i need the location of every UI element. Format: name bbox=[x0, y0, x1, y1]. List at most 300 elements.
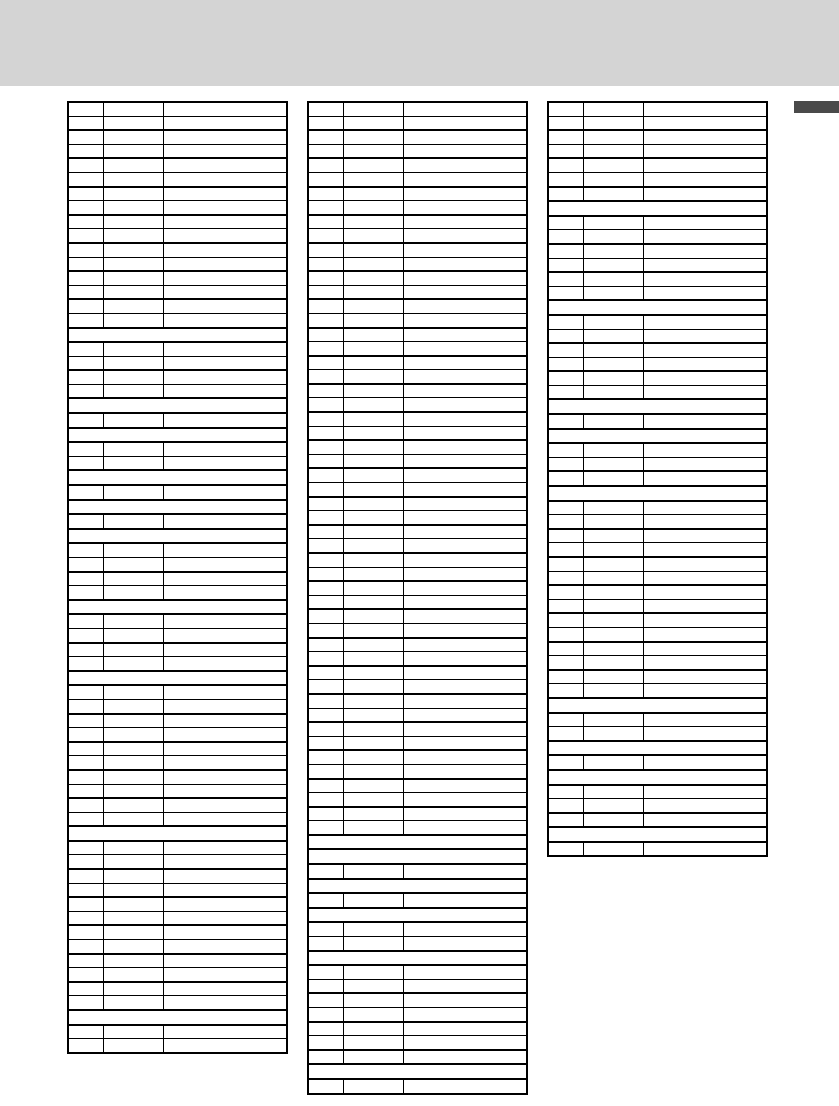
table-row bbox=[548, 329, 767, 343]
value-cell bbox=[583, 813, 643, 828]
code-cell bbox=[308, 539, 343, 553]
code-cell bbox=[548, 329, 583, 343]
table-row bbox=[548, 543, 767, 557]
code-cell bbox=[548, 571, 583, 585]
section-heading-row bbox=[548, 429, 767, 444]
value-cell bbox=[343, 328, 403, 342]
description-cell bbox=[163, 1039, 287, 1053]
table-row bbox=[68, 215, 287, 229]
table-row bbox=[548, 230, 767, 244]
table-row bbox=[308, 102, 527, 116]
section-heading-row bbox=[548, 770, 767, 785]
code-cell bbox=[308, 553, 343, 567]
description-cell bbox=[643, 116, 767, 130]
value-cell bbox=[343, 271, 403, 285]
description-cell bbox=[643, 613, 767, 627]
value-cell bbox=[103, 485, 163, 500]
code-cell bbox=[548, 670, 583, 684]
description-cell bbox=[403, 979, 527, 993]
description-cell bbox=[403, 328, 527, 342]
value-cell bbox=[103, 130, 163, 144]
table-row bbox=[548, 286, 767, 300]
description-cell bbox=[643, 842, 767, 857]
value-cell bbox=[583, 457, 643, 471]
code-cell bbox=[68, 897, 103, 911]
value-cell bbox=[343, 1022, 403, 1036]
code-cell bbox=[308, 680, 343, 694]
description-cell bbox=[163, 215, 287, 229]
description-cell bbox=[403, 965, 527, 979]
code-cell bbox=[68, 299, 103, 313]
description-cell bbox=[403, 257, 527, 271]
description-cell bbox=[403, 793, 527, 807]
table-row bbox=[68, 742, 287, 756]
description-cell bbox=[403, 764, 527, 778]
code-cell bbox=[308, 1036, 343, 1050]
description-cell bbox=[643, 515, 767, 529]
code-cell bbox=[68, 116, 103, 130]
section-heading-row bbox=[68, 328, 287, 343]
description-cell bbox=[643, 258, 767, 272]
value-cell bbox=[343, 483, 403, 497]
value-cell bbox=[583, 329, 643, 343]
value-cell bbox=[583, 371, 643, 385]
value-cell bbox=[583, 727, 643, 741]
value-cell bbox=[343, 144, 403, 158]
code-cell bbox=[308, 821, 343, 835]
description-cell bbox=[643, 286, 767, 300]
code-cell bbox=[308, 750, 343, 764]
code-cell bbox=[68, 413, 103, 428]
code-cell bbox=[68, 102, 103, 116]
value-cell bbox=[103, 1039, 163, 1053]
code-cell bbox=[68, 855, 103, 869]
table-row bbox=[308, 454, 527, 468]
value-cell bbox=[343, 229, 403, 243]
section-heading-cell bbox=[68, 529, 287, 544]
value-cell bbox=[103, 982, 163, 996]
table-row bbox=[308, 468, 527, 482]
code-cell bbox=[308, 187, 343, 201]
code-cell bbox=[308, 595, 343, 609]
description-cell bbox=[163, 883, 287, 897]
code-cell bbox=[308, 965, 343, 979]
table-row bbox=[68, 299, 287, 313]
value-cell bbox=[103, 384, 163, 398]
code-cell bbox=[548, 230, 583, 244]
code-cell bbox=[68, 657, 103, 671]
code-cell bbox=[68, 130, 103, 144]
table-row bbox=[68, 614, 287, 628]
code-cell bbox=[68, 285, 103, 299]
table-row bbox=[308, 172, 527, 186]
value-cell bbox=[103, 940, 163, 954]
code-cell bbox=[548, 443, 583, 457]
value-cell bbox=[343, 172, 403, 186]
table-row bbox=[308, 779, 527, 793]
description-cell bbox=[403, 342, 527, 356]
section-heading-row bbox=[68, 1010, 287, 1025]
section-heading-cell bbox=[548, 429, 767, 444]
table-row bbox=[68, 130, 287, 144]
code-cell bbox=[308, 172, 343, 186]
table-row bbox=[68, 657, 287, 671]
table-row bbox=[308, 412, 527, 426]
description-cell bbox=[403, 483, 527, 497]
section-heading-cell bbox=[68, 671, 287, 686]
value-cell bbox=[343, 864, 403, 879]
table-row bbox=[548, 755, 767, 770]
value-cell bbox=[343, 356, 403, 370]
code-table-column-1 bbox=[67, 101, 288, 1054]
value-cell bbox=[343, 979, 403, 993]
table-row bbox=[548, 172, 767, 186]
section-heading-row bbox=[308, 835, 527, 850]
code-cell bbox=[548, 842, 583, 857]
description-cell bbox=[163, 699, 287, 713]
table-row bbox=[548, 443, 767, 457]
table-row bbox=[68, 572, 287, 586]
table-row bbox=[548, 158, 767, 172]
value-cell bbox=[583, 244, 643, 258]
description-cell bbox=[163, 158, 287, 172]
table-row bbox=[548, 842, 767, 857]
description-cell bbox=[643, 172, 767, 186]
code-cell bbox=[68, 770, 103, 784]
table-row bbox=[548, 130, 767, 144]
table-row bbox=[548, 501, 767, 515]
value-cell bbox=[343, 893, 403, 908]
table-row bbox=[308, 384, 527, 398]
code-cell bbox=[308, 525, 343, 539]
code-cell bbox=[548, 172, 583, 186]
code-cell bbox=[548, 785, 583, 799]
value-cell bbox=[343, 922, 403, 936]
value-cell bbox=[343, 722, 403, 736]
description-cell bbox=[403, 497, 527, 511]
code-cell bbox=[308, 257, 343, 271]
value-cell bbox=[583, 272, 643, 286]
description-cell bbox=[163, 784, 287, 798]
description-cell bbox=[643, 443, 767, 457]
value-cell bbox=[103, 342, 163, 356]
value-cell bbox=[343, 257, 403, 271]
value-cell bbox=[343, 511, 403, 525]
code-cell bbox=[68, 572, 103, 586]
description-cell bbox=[643, 727, 767, 741]
description-cell bbox=[163, 187, 287, 201]
table-row bbox=[548, 727, 767, 741]
description-cell bbox=[403, 384, 527, 398]
section-heading-cell bbox=[548, 399, 767, 414]
section-heading-row bbox=[68, 500, 287, 515]
description-cell bbox=[643, 755, 767, 770]
value-cell bbox=[343, 398, 403, 412]
code-cell bbox=[548, 557, 583, 571]
description-cell bbox=[163, 643, 287, 657]
code-cell bbox=[308, 694, 343, 708]
value-cell bbox=[583, 172, 643, 186]
table-row bbox=[308, 893, 527, 908]
table-row bbox=[68, 841, 287, 855]
code-cell bbox=[68, 1025, 103, 1039]
table-row bbox=[548, 116, 767, 130]
value-cell bbox=[103, 685, 163, 699]
table-row bbox=[68, 485, 287, 500]
value-cell bbox=[103, 442, 163, 456]
code-cell bbox=[308, 638, 343, 652]
code-cell bbox=[308, 130, 343, 144]
code-cell bbox=[308, 412, 343, 426]
code-cell bbox=[68, 798, 103, 812]
value-cell bbox=[103, 187, 163, 201]
value-cell bbox=[343, 553, 403, 567]
value-cell bbox=[103, 897, 163, 911]
value-cell bbox=[103, 102, 163, 116]
table-row bbox=[68, 384, 287, 398]
value-cell bbox=[103, 855, 163, 869]
description-cell bbox=[643, 329, 767, 343]
description-cell bbox=[163, 812, 287, 826]
code-cell bbox=[308, 708, 343, 722]
code-cell bbox=[68, 728, 103, 742]
code-cell bbox=[68, 558, 103, 572]
description-cell bbox=[643, 414, 767, 429]
description-cell bbox=[403, 680, 527, 694]
table-row bbox=[308, 285, 527, 299]
description-cell bbox=[643, 230, 767, 244]
code-cell bbox=[308, 666, 343, 680]
table-row bbox=[548, 785, 767, 799]
value-cell bbox=[583, 571, 643, 585]
value-cell bbox=[343, 750, 403, 764]
description-cell bbox=[403, 922, 527, 936]
code-cell bbox=[308, 736, 343, 750]
description-cell bbox=[403, 1036, 527, 1050]
code-cell bbox=[308, 793, 343, 807]
description-cell bbox=[163, 356, 287, 370]
value-cell bbox=[583, 799, 643, 813]
code-cell bbox=[308, 993, 343, 1007]
description-cell bbox=[403, 609, 527, 623]
value-cell bbox=[343, 539, 403, 553]
code-cell bbox=[548, 272, 583, 286]
table-row bbox=[308, 750, 527, 764]
code-cell bbox=[308, 511, 343, 525]
value-cell bbox=[343, 440, 403, 454]
description-cell bbox=[403, 158, 527, 172]
code-cell bbox=[68, 514, 103, 529]
value-cell bbox=[103, 313, 163, 327]
table-row bbox=[68, 413, 287, 428]
value-cell bbox=[583, 501, 643, 515]
description-cell bbox=[163, 940, 287, 954]
value-cell bbox=[583, 471, 643, 486]
section-heading-row bbox=[548, 698, 767, 713]
code-cell bbox=[68, 384, 103, 398]
table-row bbox=[548, 272, 767, 286]
table-row bbox=[308, 1022, 527, 1036]
table-row bbox=[308, 271, 527, 285]
value-cell bbox=[103, 968, 163, 982]
description-cell bbox=[163, 925, 287, 939]
description-cell bbox=[643, 585, 767, 599]
section-heading-row bbox=[548, 399, 767, 414]
table-row bbox=[68, 770, 287, 784]
table-row bbox=[308, 511, 527, 525]
description-cell bbox=[403, 144, 527, 158]
table-row bbox=[308, 483, 527, 497]
table-row bbox=[68, 543, 287, 557]
code-cell bbox=[548, 543, 583, 557]
table-row bbox=[68, 158, 287, 172]
description-cell bbox=[163, 442, 287, 456]
table-row bbox=[548, 258, 767, 272]
value-cell bbox=[583, 599, 643, 613]
table-row bbox=[308, 736, 527, 750]
value-cell bbox=[103, 370, 163, 384]
code-cell bbox=[68, 869, 103, 883]
value-cell bbox=[343, 567, 403, 581]
table-row bbox=[308, 722, 527, 736]
table-row bbox=[308, 764, 527, 778]
value-cell bbox=[343, 821, 403, 835]
description-cell bbox=[163, 116, 287, 130]
code-cell bbox=[68, 144, 103, 158]
value-cell bbox=[583, 713, 643, 727]
value-cell bbox=[583, 385, 643, 399]
description-cell bbox=[643, 501, 767, 515]
value-cell bbox=[103, 215, 163, 229]
code-cell bbox=[68, 243, 103, 257]
section-heading-row bbox=[548, 486, 767, 501]
table-row bbox=[548, 529, 767, 543]
table-row bbox=[308, 144, 527, 158]
description-cell bbox=[643, 216, 767, 230]
table-row bbox=[548, 144, 767, 158]
table-row bbox=[68, 102, 287, 116]
value-cell bbox=[103, 728, 163, 742]
code-cell bbox=[548, 813, 583, 828]
description-cell bbox=[403, 511, 527, 525]
table-row bbox=[308, 567, 527, 581]
table-row bbox=[68, 144, 287, 158]
section-heading-cell bbox=[308, 1064, 527, 1079]
table-row bbox=[308, 398, 527, 412]
value-cell bbox=[343, 993, 403, 1007]
value-cell bbox=[343, 285, 403, 299]
value-cell bbox=[103, 144, 163, 158]
code-cell bbox=[548, 216, 583, 230]
value-cell bbox=[583, 144, 643, 158]
table-row bbox=[308, 864, 527, 879]
table-row bbox=[548, 627, 767, 641]
value-cell bbox=[103, 643, 163, 657]
description-cell bbox=[163, 144, 287, 158]
table-row bbox=[68, 586, 287, 600]
section-heading-row bbox=[68, 398, 287, 413]
description-cell bbox=[643, 571, 767, 585]
table-row bbox=[308, 694, 527, 708]
code-cell bbox=[308, 623, 343, 637]
value-cell bbox=[103, 572, 163, 586]
section-heading-cell bbox=[548, 300, 767, 315]
code-cell bbox=[308, 243, 343, 257]
description-cell bbox=[403, 525, 527, 539]
description-cell bbox=[643, 144, 767, 158]
section-heading-cell bbox=[548, 827, 767, 842]
section-heading-row bbox=[548, 741, 767, 756]
table-row bbox=[308, 243, 527, 257]
description-cell bbox=[163, 714, 287, 728]
description-cell bbox=[403, 201, 527, 215]
code-cell bbox=[68, 685, 103, 699]
value-cell bbox=[583, 613, 643, 627]
code-cell bbox=[68, 911, 103, 925]
description-cell bbox=[643, 813, 767, 828]
code-cell bbox=[308, 116, 343, 130]
code-cell bbox=[548, 799, 583, 813]
description-cell bbox=[643, 627, 767, 641]
value-cell bbox=[103, 883, 163, 897]
code-cell bbox=[68, 485, 103, 500]
description-cell bbox=[403, 1008, 527, 1022]
code-cell bbox=[308, 483, 343, 497]
description-cell bbox=[403, 299, 527, 313]
value-cell bbox=[343, 243, 403, 257]
table-row bbox=[308, 979, 527, 993]
section-heading-cell bbox=[548, 741, 767, 756]
code-cell bbox=[308, 313, 343, 327]
description-cell bbox=[163, 954, 287, 968]
section-heading-cell bbox=[68, 470, 287, 485]
table-row bbox=[308, 595, 527, 609]
description-cell bbox=[163, 384, 287, 398]
value-cell bbox=[343, 342, 403, 356]
table-row bbox=[68, 883, 287, 897]
code-cell bbox=[308, 384, 343, 398]
table-row bbox=[308, 299, 527, 313]
table-row bbox=[308, 708, 527, 722]
code-cell bbox=[308, 215, 343, 229]
code-cell bbox=[308, 652, 343, 666]
description-cell bbox=[163, 558, 287, 572]
table-row bbox=[68, 728, 287, 742]
value-cell bbox=[343, 638, 403, 652]
description-cell bbox=[643, 642, 767, 656]
code-cell bbox=[308, 979, 343, 993]
value-cell bbox=[343, 158, 403, 172]
value-cell bbox=[103, 586, 163, 600]
value-cell bbox=[103, 514, 163, 529]
section-heading-row bbox=[68, 428, 287, 443]
description-cell bbox=[643, 543, 767, 557]
section-heading-row bbox=[548, 300, 767, 315]
code-table-column-3 bbox=[547, 101, 768, 857]
description-cell bbox=[643, 315, 767, 329]
table-row bbox=[68, 172, 287, 186]
value-cell bbox=[103, 271, 163, 285]
description-cell bbox=[403, 187, 527, 201]
code-cell bbox=[68, 954, 103, 968]
code-cell bbox=[308, 299, 343, 313]
code-cell bbox=[68, 456, 103, 470]
description-cell bbox=[163, 313, 287, 327]
table-row bbox=[548, 813, 767, 828]
table-row bbox=[68, 514, 287, 529]
description-cell bbox=[403, 993, 527, 1007]
description-cell bbox=[163, 172, 287, 186]
